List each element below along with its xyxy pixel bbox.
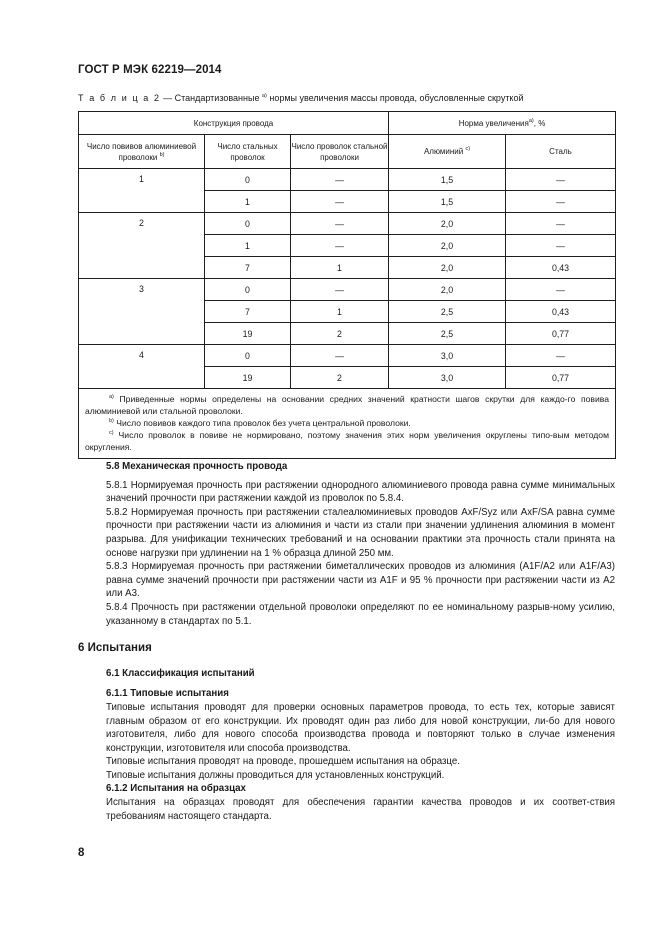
cell-steel-wires: — — [291, 279, 389, 301]
norms-table — [78, 111, 616, 459]
paragraph-6-1-2: Испытания на образцах проводят для обеспечения гарантии качества проводов и их соответ-ствия требованиям настоящего стандарта. — [106, 797, 615, 822]
cell-al-layers: 3 — [79, 279, 205, 345]
column-header-aluminum-text: Алюминий — [423, 147, 464, 156]
cell-steel-layers: 19 — [205, 367, 291, 389]
table-note-mark: b) — [109, 418, 114, 424]
cell-steel-wires: — — [291, 191, 389, 213]
table-caption-prefix: Т а б л и ц а 2 — [78, 93, 161, 103]
cell-steel-wires: — — [291, 235, 389, 257]
cell-aluminum: 2,0 — [389, 257, 506, 279]
column-header-aluminum-sup: c) — [465, 146, 471, 152]
cell-steel-layers: 0 — [205, 345, 291, 367]
table-row — [79, 169, 616, 191]
cell-al-layers: 4 — [79, 345, 205, 389]
group-header-norm-unit: , % — [533, 118, 546, 128]
paragraph-6-1-1-a: Типовые испытания проводят для проверки основных параметров провода, то есть тех, которые зависят главным образом от его конструкции. Их проводят один раз либо для новой конструкции, ли-бо для нового изготовителя, либо для нового способа производства провода и повторяют только в случае изменения конструкции, изготовителя или способа производства. — [106, 701, 615, 754]
table-note — [85, 417, 609, 429]
table-note-text: Приведенные нормы определены на основании средних значений кратности шагов скрутки для каждо-го повива алюминиевой или стальной проволоки. — [85, 394, 609, 416]
cell-steel-wires: — — [291, 345, 389, 367]
paragraph-5-8-1: 5.8.1 Нормируемая прочность при растяжении однородного алюминиевого провода равна сумме минимальных значений прочности при растяжении каждой из проволок по 5.8.4. — [106, 479, 615, 505]
table-note-text: Число повивов каждого типа проволок без учета центральной проволоки. — [113, 418, 411, 428]
table-note-mark: c) — [109, 430, 114, 436]
cell-aluminum: 1,5 — [389, 191, 506, 213]
table-row — [79, 345, 616, 367]
cell-aluminum: 3,0 — [389, 345, 506, 367]
cell-steel-layers: 0 — [205, 213, 291, 235]
table-note-mark: а) — [109, 394, 114, 400]
cell-steel: 0,43 — [506, 301, 616, 323]
table-caption-title-1: — Стандартизованные — [160, 93, 262, 103]
paragraph-6-1-1-c: Типовые испытания должны проводиться для установленных конструкций. — [106, 769, 445, 781]
section-title-6-1-1: 6.1.1 Типовые испытания — [106, 688, 229, 700]
table-caption-title-2: нормы увеличения массы провода, обусловленные скруткой — [266, 93, 524, 103]
cell-steel-layers: 0 — [205, 169, 291, 191]
paragraph-5-8-3: 5.8.3 Нормируемая прочность при растяжении биметаллических проводов из алюминия (A1F/A2 или A1F/A3) равна сумме значений прочности при растяжении части из A1F и 95 % прочности при растяжении части из A2 или A3. — [106, 561, 615, 600]
table-note — [85, 429, 609, 453]
cell-steel-wires: 2 — [291, 367, 389, 389]
cell-steel-layers: 7 — [205, 257, 291, 279]
cell-steel: — — [506, 279, 616, 301]
cell-steel-wires: — — [291, 213, 389, 235]
group-header-construction: Конструкция провода — [79, 112, 389, 135]
cell-steel: — — [506, 213, 616, 235]
cell-steel-layers: 7 — [205, 301, 291, 323]
norms-table-body — [79, 169, 616, 389]
cell-al-layers: 1 — [79, 169, 205, 213]
cell-steel-layers: 1 — [205, 235, 291, 257]
column-header-al-layers — [79, 135, 205, 169]
cell-steel: 0,77 — [506, 367, 616, 389]
paragraph-6-1-1-b: Типовые испытания проводят на проводе, прошедшем испытания на образце. — [106, 756, 460, 768]
cell-aluminum: 2,0 — [389, 279, 506, 301]
section-title-6-1: 6.1 Классификация испытаний — [106, 667, 255, 679]
cell-al-layers: 2 — [79, 213, 205, 279]
document-body — [78, 460, 615, 823]
cell-aluminum: 2,5 — [389, 301, 506, 323]
cell-steel-layers: 19 — [205, 323, 291, 345]
document-code: ГОСТ Р МЭК 62219—2014 — [78, 64, 222, 76]
group-header-norm-sup: а) — [528, 117, 534, 124]
table-note-text: Число проволок в повиве не нормировано, поэтому значения этих норм увеличения округлены типо-вым методом округления. — [85, 430, 609, 452]
cell-steel-wires: 2 — [291, 323, 389, 345]
table-caption — [78, 93, 618, 103]
column-header-steel: Сталь — [506, 135, 616, 169]
cell-steel: 0,77 — [506, 323, 616, 345]
paragraph-5-8-2: 5.8.2 Нормируемая прочность при растяжении сталеалюминиевых проводов AxF/Syz или AxF/SA равна сумме прочности при растяжении части из алюминия и части из стали при значении удлинения алюминия в момент разрыва. Для унификации технических требований и на основании практики эта прочность стали принята на основе нагрузки при удлинении на 1 % образца длиной 250 мм. — [106, 506, 615, 559]
table-row — [79, 279, 616, 301]
group-header-norm — [389, 112, 616, 135]
page-number: 8 — [78, 847, 85, 859]
table-caption-sup: а) — [261, 93, 267, 99]
cell-aluminum: 3,0 — [389, 367, 506, 389]
cell-aluminum: 1,5 — [389, 169, 506, 191]
cell-steel: — — [506, 235, 616, 257]
cell-steel-wires: 1 — [291, 301, 389, 323]
column-header-steel-layers: Число стальных проволок — [205, 135, 291, 169]
cell-steel: 0,43 — [506, 257, 616, 279]
cell-aluminum: 2,0 — [389, 235, 506, 257]
column-header-al-layers-text: Число повивов алюминиевой проволоки — [86, 141, 197, 162]
table-row — [79, 213, 616, 235]
cell-steel-wires: 1 — [291, 257, 389, 279]
column-header-steel-wires: Число проволок стальной проволоки — [291, 135, 389, 169]
cell-steel-layers: 1 — [205, 191, 291, 213]
paragraph-5-8-4: 5.8.4 Прочность при растяжении отдельной проволоки определяют по ее номинальному разрыв-ному усилию, указанному в стандартах по 5.1. — [106, 601, 615, 627]
table-note — [85, 393, 609, 417]
cell-steel-wires: — — [291, 169, 389, 191]
cell-steel: — — [506, 345, 616, 367]
section-title-5-8: 5.8 Механическая прочность провода — [106, 461, 288, 472]
cell-steel: — — [506, 191, 616, 213]
column-header-aluminum — [389, 135, 506, 169]
cell-steel: — — [506, 169, 616, 191]
cell-aluminum: 2,0 — [389, 213, 506, 235]
cell-steel-layers: 0 — [205, 279, 291, 301]
group-header-norm-text: Норма увеличения — [458, 118, 529, 128]
section-title-6: 6 Испытания — [78, 642, 152, 655]
cell-aluminum: 2,5 — [389, 323, 506, 345]
table-notes — [79, 389, 616, 459]
column-header-al-layers-sup: b) — [159, 151, 165, 158]
section-title-6-1-2: 6.1.2 Испытания на образцах — [106, 783, 246, 795]
